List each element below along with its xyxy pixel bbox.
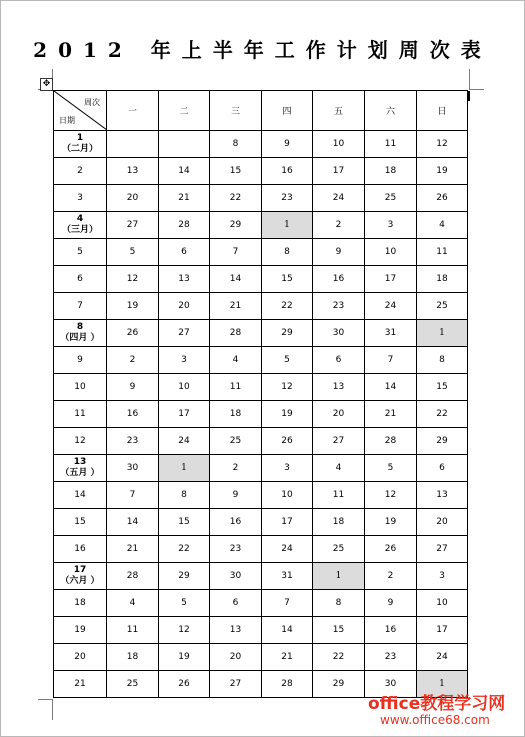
crop-mark-bottom-left [38,699,53,720]
watermark-url: www.office68.com [380,713,490,727]
schedule-body [54,131,468,698]
week-cell [54,320,107,347]
day-cell: 26 [262,428,313,455]
day-cell: 14 [365,374,417,401]
text-cursor [468,91,470,101]
move-handle-icon[interactable]: ✥ [40,78,53,91]
day-cell: 23 [365,644,417,671]
day-cell: 29 [417,428,468,455]
day-cell: 31 [365,320,417,347]
day-cell: 23 [262,185,313,212]
day-cell: 10 [159,374,210,401]
day-cell: 17 [159,401,210,428]
day-cell: 30 [313,320,365,347]
day-cell: 23 [107,428,159,455]
day-cell: 19 [417,158,468,185]
day-cell: 7 [210,239,262,266]
day-cell: 14 [262,617,313,644]
day-cell: 15 [262,266,313,293]
day-cell: 5 [262,347,313,374]
day-cell: 7 [262,590,313,617]
week-number: 8 [76,322,84,332]
day-cell: 3 [417,563,468,590]
day-cell: 25 [107,671,159,698]
day-cell: 16 [365,617,417,644]
month-start-cell: 1 [313,563,365,590]
day-cell: 11 [210,374,262,401]
month-start-cell: 1 [417,671,468,698]
day-cell: 18 [107,644,159,671]
week-row [54,617,468,644]
weekday-header: 三 [210,91,262,131]
day-cell: 19 [107,293,159,320]
week-row [54,131,468,158]
day-cell: 18 [313,509,365,536]
week-number: 4 [76,214,84,224]
day-cell: 16 [210,509,262,536]
day-cell: 23 [313,293,365,320]
day-cell: 24 [365,293,417,320]
day-cell: 28 [365,428,417,455]
day-cell [159,131,210,158]
week-cell: 3 [54,185,107,212]
day-cell: 21 [107,536,159,563]
weekday-header: 五 [313,91,365,131]
crop-mark-top-right [469,69,484,90]
week-cell: 10 [54,374,107,401]
day-cell: 2 [365,563,417,590]
week-row [54,347,468,374]
month-label: （二月） [61,144,98,154]
week-row [54,428,468,455]
day-cell: 20 [159,293,210,320]
week-cell [54,563,107,590]
day-cell: 30 [365,671,417,698]
week-row [54,563,468,590]
day-cell: 18 [417,266,468,293]
day-cell: 6 [210,590,262,617]
day-cell: 13 [159,266,210,293]
week-cell: 6 [54,266,107,293]
watermark [368,689,525,735]
day-cell [107,131,159,158]
day-cell: 5 [159,590,210,617]
weekday-header: 四 [262,91,313,131]
day-cell: 6 [159,239,210,266]
week-row [54,374,468,401]
day-cell: 12 [107,266,159,293]
day-cell: 13 [107,158,159,185]
day-cell: 18 [210,401,262,428]
corner-label-week: 周次 [84,98,100,107]
day-cell: 22 [159,536,210,563]
day-cell: 14 [210,266,262,293]
week-cell: 9 [54,347,107,374]
month-start-cell: 1 [262,212,313,239]
day-cell: 6 [313,347,365,374]
day-cell: 27 [417,536,468,563]
day-cell: 19 [365,509,417,536]
month-label: （五月 ） [60,468,100,478]
day-cell: 15 [210,158,262,185]
week-cell: 15 [54,509,107,536]
day-cell: 2 [313,212,365,239]
day-cell: 22 [262,293,313,320]
week-row [54,212,468,239]
day-cell: 16 [313,266,365,293]
day-cell: 13 [210,617,262,644]
day-cell: 10 [313,131,365,158]
day-cell: 4 [210,347,262,374]
page-title: 2012 年上半年工作计划周次表 [33,38,492,62]
watermark-site-name: office教程学习网 [368,694,506,714]
day-cell: 30 [210,563,262,590]
day-cell: 4 [107,590,159,617]
week-cell: 19 [54,617,107,644]
day-cell: 26 [159,671,210,698]
week-number: 13 [73,457,87,467]
day-cell: 5 [107,239,159,266]
day-cell: 11 [417,239,468,266]
day-cell: 8 [210,131,262,158]
week-row [54,320,468,347]
day-cell: 14 [159,158,210,185]
day-cell: 24 [159,428,210,455]
day-cell: 29 [313,671,365,698]
week-cell [54,212,107,239]
day-cell: 25 [417,293,468,320]
day-cell: 12 [365,482,417,509]
week-cell: 12 [54,428,107,455]
day-cell: 15 [159,509,210,536]
day-cell: 23 [210,536,262,563]
week-number: 1 [76,133,84,143]
week-row [54,509,468,536]
day-cell: 25 [365,185,417,212]
day-cell: 9 [262,131,313,158]
day-cell: 21 [159,185,210,212]
day-cell: 11 [107,617,159,644]
day-cell: 22 [313,644,365,671]
day-cell: 3 [365,212,417,239]
week-row [54,482,468,509]
day-cell: 2 [107,347,159,374]
week-cell [54,131,107,158]
day-cell: 8 [159,482,210,509]
month-start-cell: 1 [159,455,210,482]
day-cell: 13 [417,482,468,509]
day-cell: 28 [159,212,210,239]
day-cell: 21 [210,293,262,320]
day-cell: 27 [159,320,210,347]
day-cell: 8 [417,347,468,374]
day-cell: 27 [313,428,365,455]
week-cell: 16 [54,536,107,563]
week-row [54,158,468,185]
weekday-header: 日 [417,91,468,131]
day-cell: 17 [417,617,468,644]
day-cell: 8 [313,590,365,617]
day-cell: 22 [210,185,262,212]
day-cell: 28 [262,671,313,698]
day-cell: 14 [107,509,159,536]
day-cell: 12 [159,617,210,644]
day-cell: 12 [262,374,313,401]
day-cell: 12 [417,131,468,158]
day-cell: 9 [107,374,159,401]
day-cell: 16 [262,158,313,185]
day-cell: 6 [417,455,468,482]
day-cell: 10 [417,590,468,617]
day-cell: 11 [313,482,365,509]
corner-label-date: 日期 [59,116,75,125]
week-cell: 2 [54,158,107,185]
day-cell: 17 [262,509,313,536]
week-number: 17 [73,565,87,575]
day-cell: 21 [365,401,417,428]
day-cell: 2 [210,455,262,482]
day-cell: 25 [210,428,262,455]
week-cell: 7 [54,293,107,320]
day-cell: 10 [365,239,417,266]
day-cell: 24 [262,536,313,563]
day-cell: 22 [417,401,468,428]
weekday-header: 二 [159,91,210,131]
day-cell: 3 [262,455,313,482]
day-cell: 26 [365,536,417,563]
week-row [54,536,468,563]
day-cell: 3 [159,347,210,374]
week-cell [54,455,107,482]
week-cell: 14 [54,482,107,509]
day-cell: 27 [210,671,262,698]
day-cell: 20 [417,509,468,536]
week-row [54,590,468,617]
corner-cell [54,91,107,131]
day-cell: 10 [262,482,313,509]
day-cell: 9 [365,590,417,617]
week-row [54,401,468,428]
week-row [54,239,468,266]
day-cell: 19 [262,401,313,428]
week-cell: 18 [54,590,107,617]
day-cell: 8 [262,239,313,266]
day-cell: 9 [210,482,262,509]
day-cell: 20 [107,185,159,212]
day-cell: 29 [159,563,210,590]
week-row [54,455,468,482]
day-cell: 31 [262,563,313,590]
day-cell: 15 [417,374,468,401]
day-cell: 9 [313,239,365,266]
day-cell: 27 [107,212,159,239]
week-cell: 5 [54,239,107,266]
week-row [54,266,468,293]
day-cell: 24 [417,644,468,671]
day-cell: 13 [313,374,365,401]
day-cell: 7 [365,347,417,374]
weekday-header: 一 [107,91,159,131]
week-cell: 20 [54,644,107,671]
day-cell: 5 [365,455,417,482]
month-label: （三月） [61,225,98,235]
day-cell: 20 [313,401,365,428]
day-cell: 29 [262,320,313,347]
header-row [54,91,468,131]
day-cell: 30 [107,455,159,482]
day-cell: 26 [417,185,468,212]
month-label: （四月 ） [60,333,100,343]
day-cell: 17 [365,266,417,293]
week-row [54,293,468,320]
week-cell: 21 [54,671,107,698]
day-cell: 24 [313,185,365,212]
day-cell: 4 [313,455,365,482]
week-row [54,185,468,212]
day-cell: 4 [417,212,468,239]
day-cell: 18 [365,158,417,185]
day-cell: 19 [159,644,210,671]
day-cell: 17 [313,158,365,185]
day-cell: 16 [107,401,159,428]
schedule-table [53,90,468,698]
day-cell: 20 [210,644,262,671]
day-cell: 28 [210,320,262,347]
day-cell: 25 [313,536,365,563]
month-label: （六月 ） [60,576,100,586]
month-start-cell: 1 [417,320,468,347]
day-cell: 15 [313,617,365,644]
day-cell: 7 [107,482,159,509]
day-cell: 28 [107,563,159,590]
weekday-header: 六 [365,91,417,131]
week-row [54,644,468,671]
day-cell: 29 [210,212,262,239]
day-cell: 11 [365,131,417,158]
day-cell: 26 [107,320,159,347]
day-cell: 21 [262,644,313,671]
week-cell: 11 [54,401,107,428]
